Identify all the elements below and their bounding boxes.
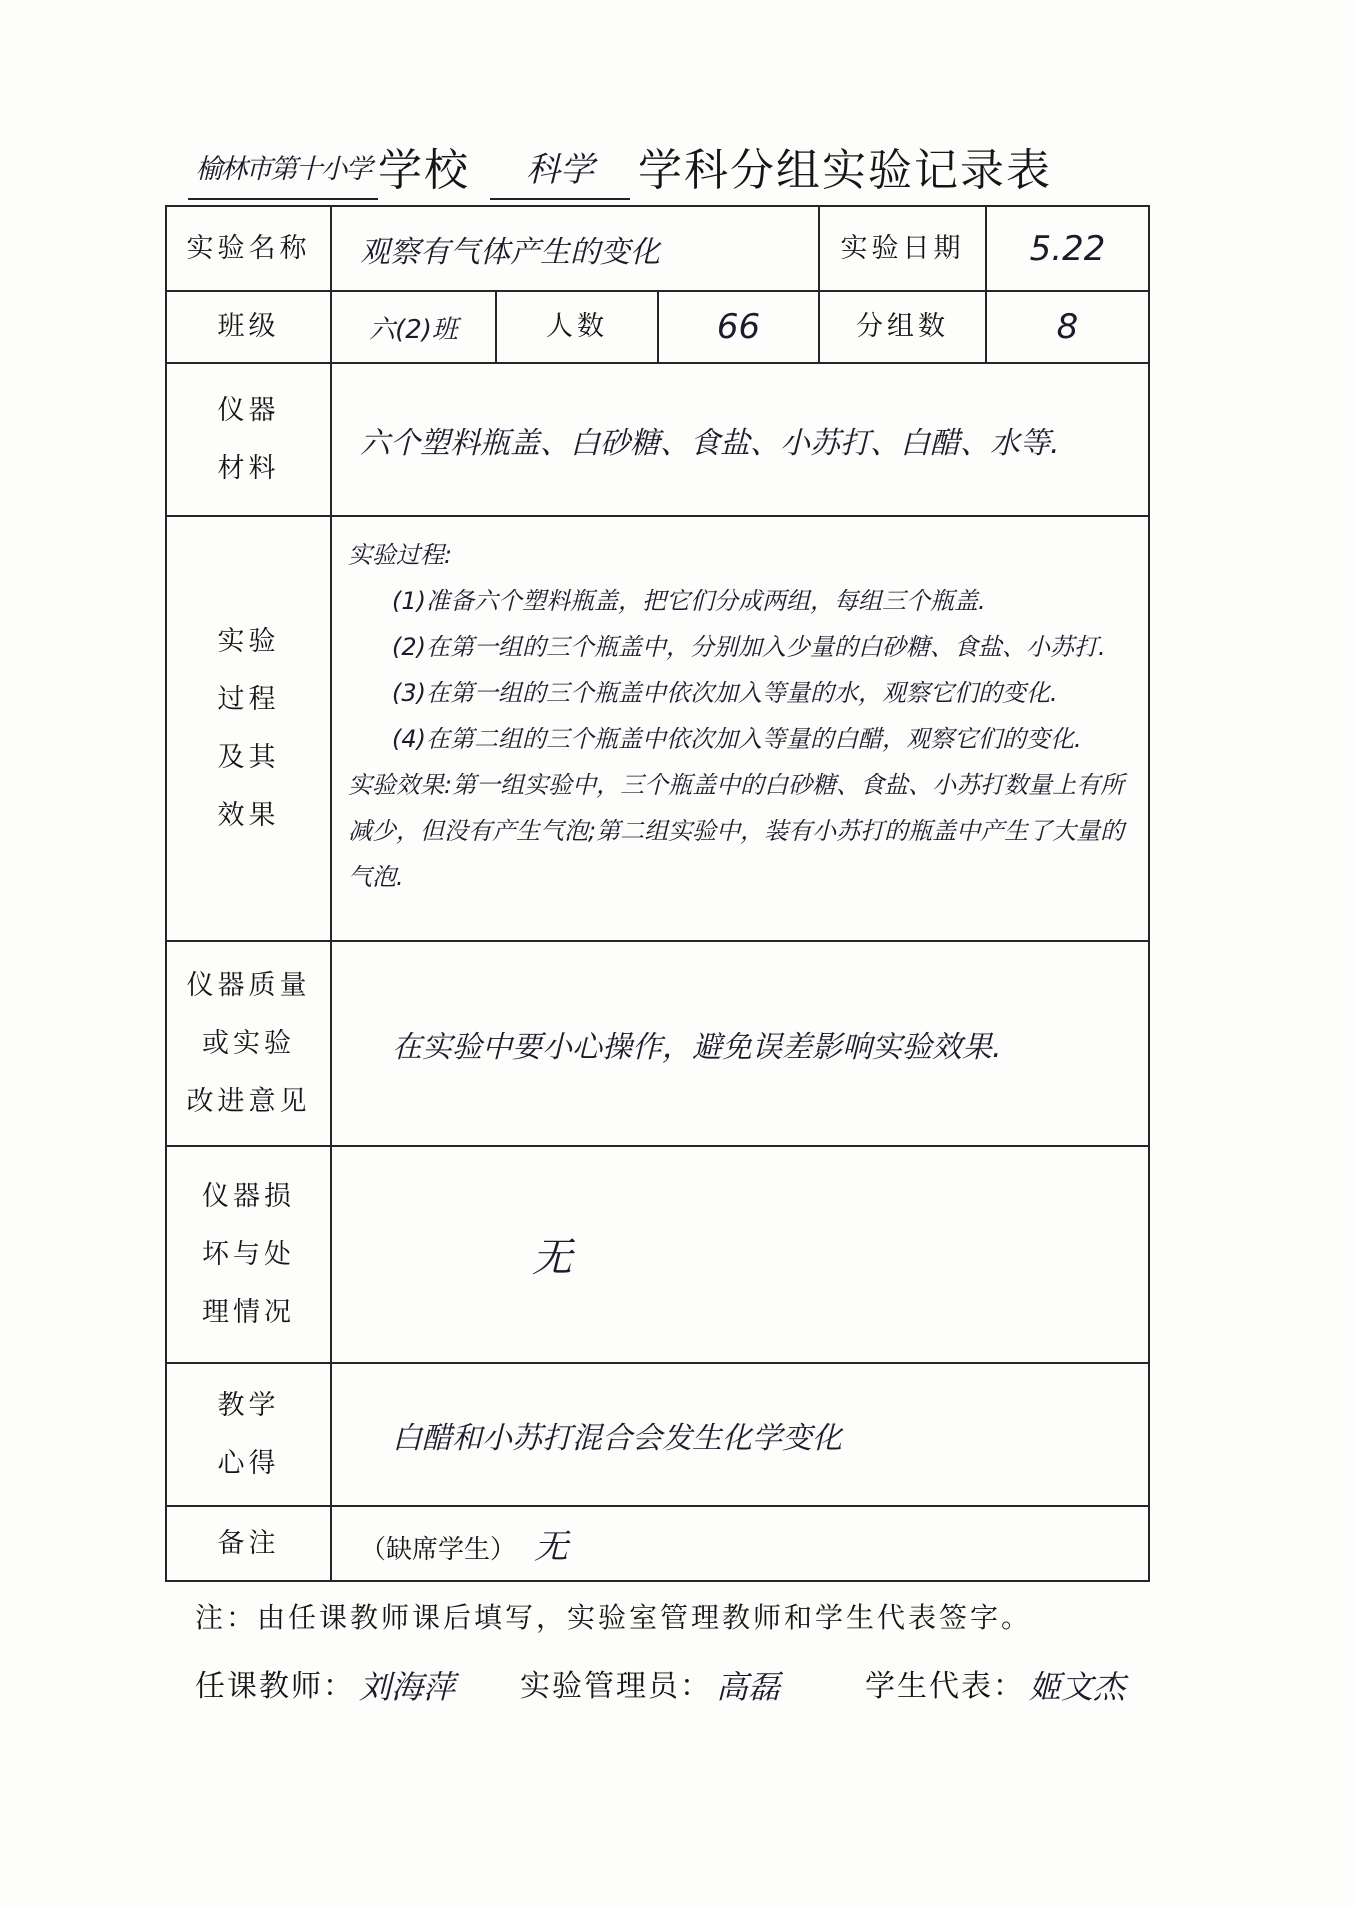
form-title bbox=[188, 138, 1052, 200]
suggestion-label: 仪器质量 或实验 改进意见 bbox=[166, 941, 331, 1146]
reflection-label: 教学 心得 bbox=[166, 1363, 331, 1506]
date-label: 实验日期 bbox=[819, 206, 986, 291]
row-reflection bbox=[166, 1363, 1149, 1506]
suggestion-value: 在实验中要小心操作，避免误差影响实验效果. bbox=[331, 941, 1149, 1146]
row-remarks bbox=[166, 1506, 1149, 1581]
student-signature-field bbox=[865, 1660, 1125, 1710]
row-experiment-name bbox=[166, 206, 1149, 291]
teacher-signature-field bbox=[195, 1660, 455, 1710]
school-suffix: 学校 bbox=[378, 145, 470, 196]
process-label: 实验 过程 及其 效果 bbox=[166, 516, 331, 941]
remarks-label: 备注 bbox=[166, 1506, 331, 1581]
groups-label: 分组数 bbox=[819, 291, 986, 363]
process-step-3: (3)在第一组的三个瓶盖中依次加入等量的水，观察它们的变化. bbox=[392, 679, 1058, 707]
teacher-signature: 刘海萍 bbox=[359, 1668, 456, 1706]
process-step-2: (2)在第一组的三个瓶盖中，分别加入少量的白砂糖、食盐、小苏打. bbox=[392, 633, 1106, 661]
school-name: 榆林市第十小学 bbox=[188, 142, 378, 200]
admin-label: 实验管理员： bbox=[520, 1669, 712, 1704]
form-title-text: 学科分组实验记录表 bbox=[638, 145, 1052, 196]
process-step-1: (1)准备六个塑料瓶盖，把它们分成两组，每组三个瓶盖. bbox=[392, 587, 986, 615]
form-note: 注：由任课教师课后填写，实验室管理教师和学生代表签字。 bbox=[195, 1601, 1033, 1634]
remarks-cell bbox=[331, 1506, 1149, 1581]
process-effect: 实验效果:第一组实验中，三个瓶盖中的白砂糖、食盐、小苏打数量上有所减少，但没有产生气泡;第二组实验中，装有小苏打的瓶盖中产生了大量的气泡. bbox=[348, 771, 1125, 891]
materials-value: 六个塑料瓶盖、白砂糖、食盐、小苏打、白醋、水等. bbox=[331, 363, 1149, 516]
row-damage bbox=[166, 1146, 1149, 1363]
experiment-record-table bbox=[165, 205, 1150, 1582]
process-cell bbox=[331, 516, 1149, 941]
admin-signature-field bbox=[520, 1660, 780, 1710]
subject-name: 科学 bbox=[490, 142, 630, 200]
admin-signature: 高磊 bbox=[716, 1668, 781, 1706]
remarks-prefix: （缺席学生） bbox=[360, 1535, 517, 1565]
groups-value: 8 bbox=[986, 291, 1149, 363]
row-suggestion bbox=[166, 941, 1149, 1146]
count-label: 人数 bbox=[496, 291, 658, 363]
date-value: 5.22 bbox=[986, 206, 1149, 291]
student-label: 学生代表： bbox=[865, 1669, 1025, 1704]
process-heading: 实验过程: bbox=[348, 541, 453, 569]
row-class-info bbox=[166, 291, 1149, 363]
damage-value: 无 bbox=[331, 1146, 1149, 1363]
materials-label: 仪器 材料 bbox=[166, 363, 331, 516]
remarks-value: 无 bbox=[534, 1527, 569, 1567]
row-process bbox=[166, 516, 1149, 941]
experiment-name-value: 观察有气体产生的变化 bbox=[331, 206, 819, 291]
experiment-name-label: 实验名称 bbox=[166, 206, 331, 291]
class-label: 班级 bbox=[166, 291, 331, 363]
process-step-4: (4)在第二组的三个瓶盖中依次加入等量的白醋，观察它们的变化. bbox=[392, 725, 1082, 753]
reflection-value: 白醋和小苏打混合会发生化学变化 bbox=[331, 1363, 1149, 1506]
student-signature: 姬文杰 bbox=[1029, 1668, 1126, 1706]
count-value: 66 bbox=[658, 291, 819, 363]
process-content bbox=[332, 526, 1148, 931]
teacher-label: 任课教师： bbox=[195, 1669, 355, 1704]
damage-label: 仪器损 坏与处 理情况 bbox=[166, 1146, 331, 1363]
class-value: 六(2)班 bbox=[331, 291, 496, 363]
row-materials bbox=[166, 363, 1149, 516]
